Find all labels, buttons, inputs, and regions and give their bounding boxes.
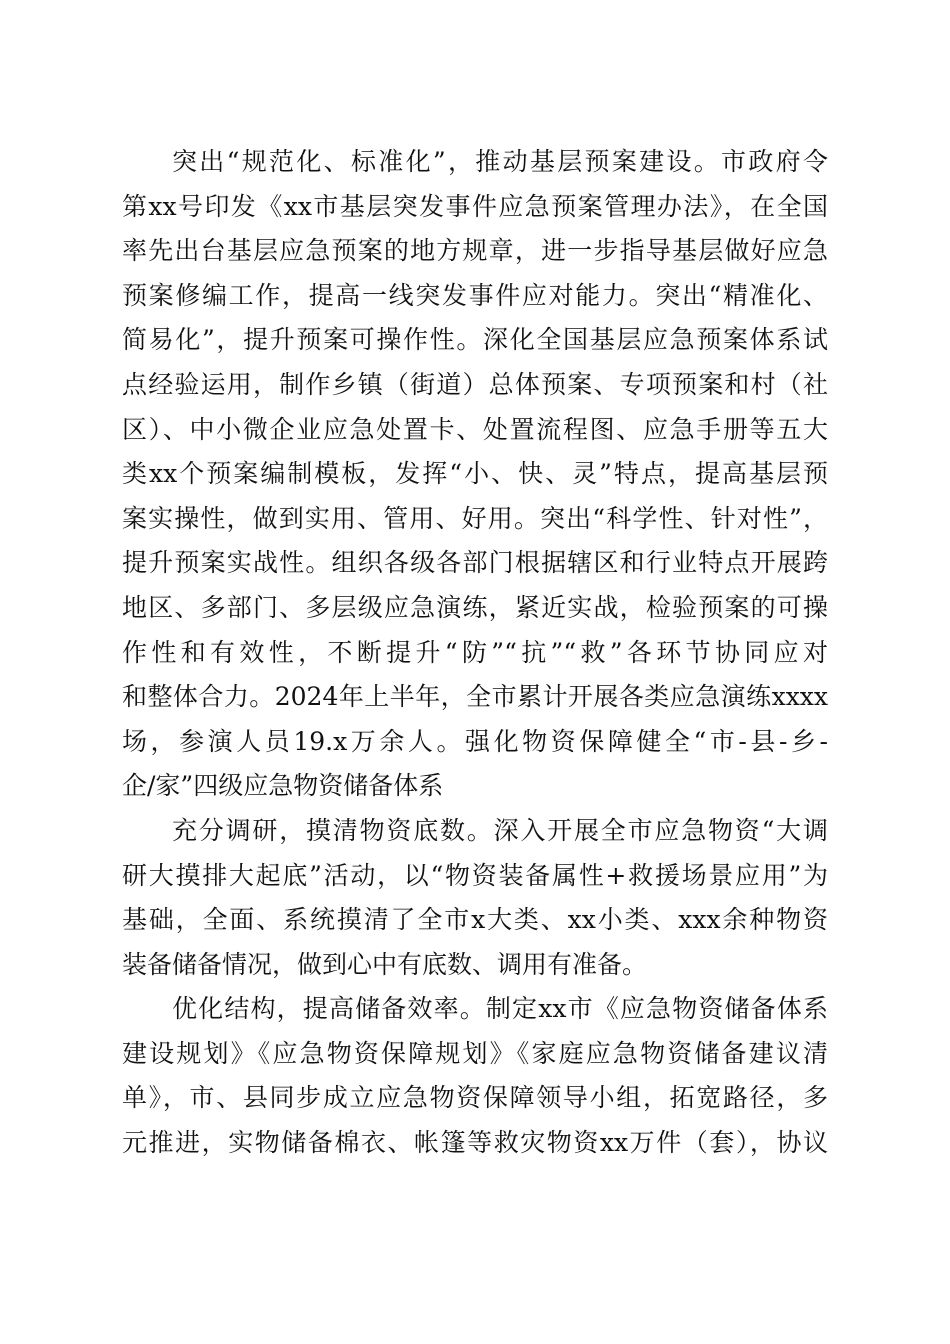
text-line: 充分调研，摸清物资底数。深入开展全市应急物资“大调 [172,815,828,845]
text-line: 和整体合力。2024年上半年，全市累计开展各类应急演练xxxx [122,682,828,712]
text-line: 建设规划》《应急物资保障规划》《家庭应急物资储备建议清 [122,1038,828,1068]
paragraph-material-survey [122,809,828,987]
text-line: 预案修编工作，提高一线突发事件应对能力。突出“精准化、 [122,280,828,310]
document-body [122,140,828,1166]
text-line: 优化结构，提高储备效率。制定xx市《应急物资储备体系 [172,994,828,1024]
text-line: 率先出台基层应急预案的地方规章，进一步指导基层做好应急 [122,236,828,266]
text-line: 案实操性，做到实用、管用、好用。突出“科学性、针对性”， [122,503,828,533]
text-line: 简易化”，提升预案可操作性。深化全国基层应急预案体系试 [122,325,828,355]
text-line: 地区、多部门、多层级应急演练，紧近实战，检验预案的可操 [122,592,828,622]
text-line: 单》，市、县同步成立应急物资保障领导小组，拓宽路径，多 [122,1083,828,1113]
text-line: 企/家”四级应急物资储备体系 [122,771,444,801]
paragraph-reserve-structure [122,987,828,1165]
text-line: 区）、中小微企业应急处置卡、处置流程图、应急手册等五大 [122,414,828,444]
text-line: 基础，全面、系统摸清了全市x大类、xx小类、xxx余种物资 [122,905,828,935]
text-line: 类xx个预案编制模板，发挥“小、快、灵”特点，提高基层预 [122,459,828,489]
text-line: 场，参演人员19.x万余人。强化物资保障健全“市-县-乡- [122,726,828,756]
text-line: 装备储备情况，做到心中有底数、调用有准备。 [122,949,648,979]
text-line: 第xx号印发《xx市基层突发事件应急预案管理办法》，在全国 [122,191,828,221]
text-line: 点经验运用，制作乡镇（街道）总体预案、专项预案和村（社 [122,369,828,399]
text-line: 提升预案实战性。组织各级各部门根据辖区和行业特点开展跨 [122,548,828,578]
text-line: 作性和有效性，不断提升“防”“抗”“救”各环节协同应对 [122,637,828,667]
paragraph-plan-construction [122,140,828,809]
text-line: 突出“规范化、标准化”，推动基层预案建设。市政府令 [172,147,828,176]
text-line: 元推进，实物储备棉衣、帐篷等救灾物资xx万件（套），协议 [122,1128,828,1158]
text-line: 研大摸排大起底”活动，以“物资装备属性+救援场景应用”为 [122,860,828,890]
